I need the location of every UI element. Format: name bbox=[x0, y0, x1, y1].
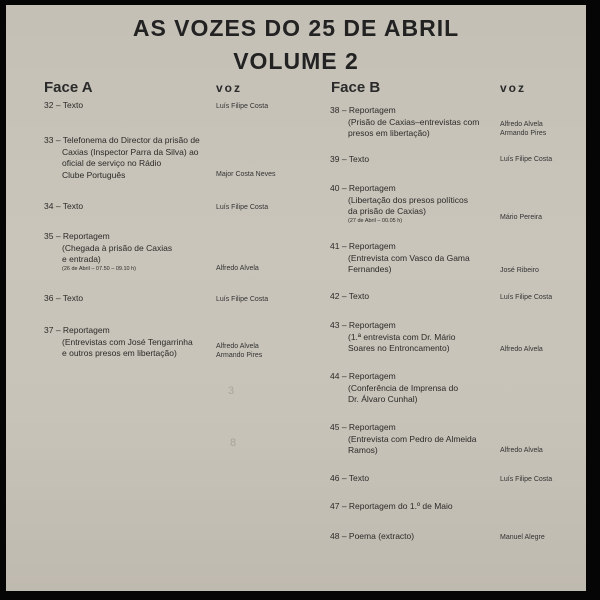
track-title: 43 – Reportagem bbox=[330, 320, 396, 330]
voice-name: Luís Filipe Costa bbox=[216, 204, 269, 211]
track-voice bbox=[500, 533, 545, 542]
track-date-note: (26 de Abril – 07.50 – 09.10 h) bbox=[62, 265, 136, 272]
track-title: 46 – Texto bbox=[330, 473, 370, 483]
track-title: 34 – Texto bbox=[44, 201, 84, 211]
track-description: (Chegada à prisão de Caxias bbox=[62, 242, 173, 253]
track-entry bbox=[330, 531, 414, 543]
volume-title: VOLUME 2 bbox=[233, 48, 359, 74]
track-title: 48 – Poema (extracto) bbox=[330, 531, 415, 541]
track-entry bbox=[330, 105, 479, 140]
track-title: 44 – Reportagem bbox=[330, 371, 396, 381]
track-description: Ramos) bbox=[348, 445, 378, 455]
voice-name: Alfredo Alvela bbox=[500, 447, 543, 454]
track-description: (Libertação dos presos políticos bbox=[348, 194, 469, 205]
track-voice bbox=[500, 345, 543, 354]
track-title: 33 – Telefonema do Director da prisão de bbox=[44, 135, 200, 145]
track-entry bbox=[330, 422, 477, 457]
track-entry bbox=[44, 135, 200, 181]
track-entry bbox=[330, 291, 369, 303]
track-description: (Conferência de Imprensa do bbox=[348, 382, 459, 393]
track-entry bbox=[44, 325, 193, 360]
voice-name: Alfredo Alvela bbox=[216, 343, 259, 350]
track-description: Fernandes) bbox=[348, 264, 392, 274]
track-title: 36 – Texto bbox=[44, 293, 84, 303]
track-description: Caxias (Inspector Parra da Silva) ao bbox=[62, 146, 199, 157]
album-back-cover bbox=[6, 5, 586, 591]
track-title: 47 – Reportagem do 1.º de Maio bbox=[330, 501, 453, 511]
track-title: 42 – Texto bbox=[330, 291, 370, 301]
track-title: 32 – Texto bbox=[44, 100, 84, 110]
track-description: (Entrevistas com José Tengarrinha bbox=[62, 336, 193, 347]
track-description: Dr. Álvaro Cunhal) bbox=[348, 394, 418, 404]
track-description: Soares no Entroncamento) bbox=[348, 343, 450, 353]
voice-name: Manuel Alegre bbox=[500, 534, 545, 541]
track-description: (1.ª entrevista com Dr. Mário bbox=[348, 331, 456, 342]
voice-name: Alfredo Alvela bbox=[500, 346, 543, 353]
track-voice bbox=[500, 475, 552, 484]
track-description: da prisão de Caxias) bbox=[348, 206, 426, 216]
voice-name: José Ribeiro bbox=[500, 267, 539, 274]
face-b-heading: Face B bbox=[331, 79, 381, 96]
track-description: (Prisão de Caxias–entrevistas com bbox=[348, 116, 480, 127]
voice-name: Armando Pires bbox=[216, 352, 263, 359]
track-entry bbox=[44, 201, 83, 213]
track-title: 37 – Reportagem bbox=[44, 325, 110, 335]
track-entry bbox=[44, 231, 172, 273]
track-title: 41 – Reportagem bbox=[330, 241, 396, 251]
track-description: Clube Português bbox=[62, 169, 126, 180]
track-voice bbox=[500, 266, 539, 275]
voice-name: Alfredo Alvela bbox=[500, 121, 543, 128]
track-title: 40 – Reportagem bbox=[330, 183, 396, 193]
track-voice bbox=[216, 102, 268, 111]
face-a-heading: Face A bbox=[44, 79, 93, 96]
track-description: e entrada) bbox=[62, 254, 101, 264]
track-date-note: (27 de Abril – 00.05 h) bbox=[348, 217, 403, 224]
face-b-voz-heading: voz bbox=[500, 81, 527, 95]
track-title: 45 – Reportagem bbox=[330, 422, 396, 432]
track-description: presos em libertação) bbox=[348, 128, 430, 138]
track-voice bbox=[216, 342, 262, 360]
track-voice bbox=[500, 213, 542, 222]
track-title: 35 – Reportagem bbox=[44, 231, 110, 241]
track-description: (Entrevista com Vasco da Gama bbox=[348, 252, 470, 263]
track-entry bbox=[330, 241, 470, 276]
voice-name: Major Costa Neves bbox=[216, 171, 276, 178]
track-entry bbox=[330, 183, 468, 225]
track-entry bbox=[44, 100, 83, 112]
voice-name: Alfredo Alvela bbox=[216, 265, 259, 272]
track-voice bbox=[216, 295, 268, 304]
track-entry bbox=[330, 371, 458, 406]
track-entry bbox=[44, 293, 83, 305]
track-title: 38 – Reportagem bbox=[330, 105, 396, 115]
faint-mark: 8 bbox=[230, 437, 237, 449]
track-entry bbox=[330, 320, 456, 355]
track-description: (Entrevista com Pedro de Almeida bbox=[348, 433, 477, 444]
face-a-voz-heading: voz bbox=[216, 81, 243, 95]
track-description: e outros presos em libertação) bbox=[62, 348, 177, 358]
track-entry bbox=[330, 473, 369, 485]
track-description: oficial de serviço no Rádio bbox=[62, 158, 162, 168]
track-title: 39 – Texto bbox=[330, 154, 370, 164]
track-entry bbox=[330, 501, 453, 513]
voice-name: Luís Filipe Costa bbox=[500, 476, 553, 483]
track-voice bbox=[500, 155, 552, 164]
voice-name: Luís Filipe Costa bbox=[500, 156, 553, 163]
track-voice bbox=[500, 446, 543, 455]
voice-name: Armando Pires bbox=[500, 130, 547, 137]
faint-mark: 3 bbox=[228, 385, 235, 397]
track-voice bbox=[500, 120, 546, 138]
track-voice bbox=[216, 203, 268, 212]
track-voice bbox=[500, 293, 552, 302]
track-voice bbox=[216, 264, 259, 273]
album-title: AS VOZES DO 25 DE ABRIL bbox=[132, 15, 460, 41]
voice-name: Luís Filipe Costa bbox=[500, 294, 553, 301]
voice-name: Mário Pereira bbox=[500, 214, 543, 221]
voice-name: Luís Filipe Costa bbox=[216, 103, 269, 110]
voice-name: Luís Filipe Costa bbox=[216, 296, 269, 303]
track-entry bbox=[330, 154, 369, 166]
track-voice bbox=[216, 170, 276, 179]
